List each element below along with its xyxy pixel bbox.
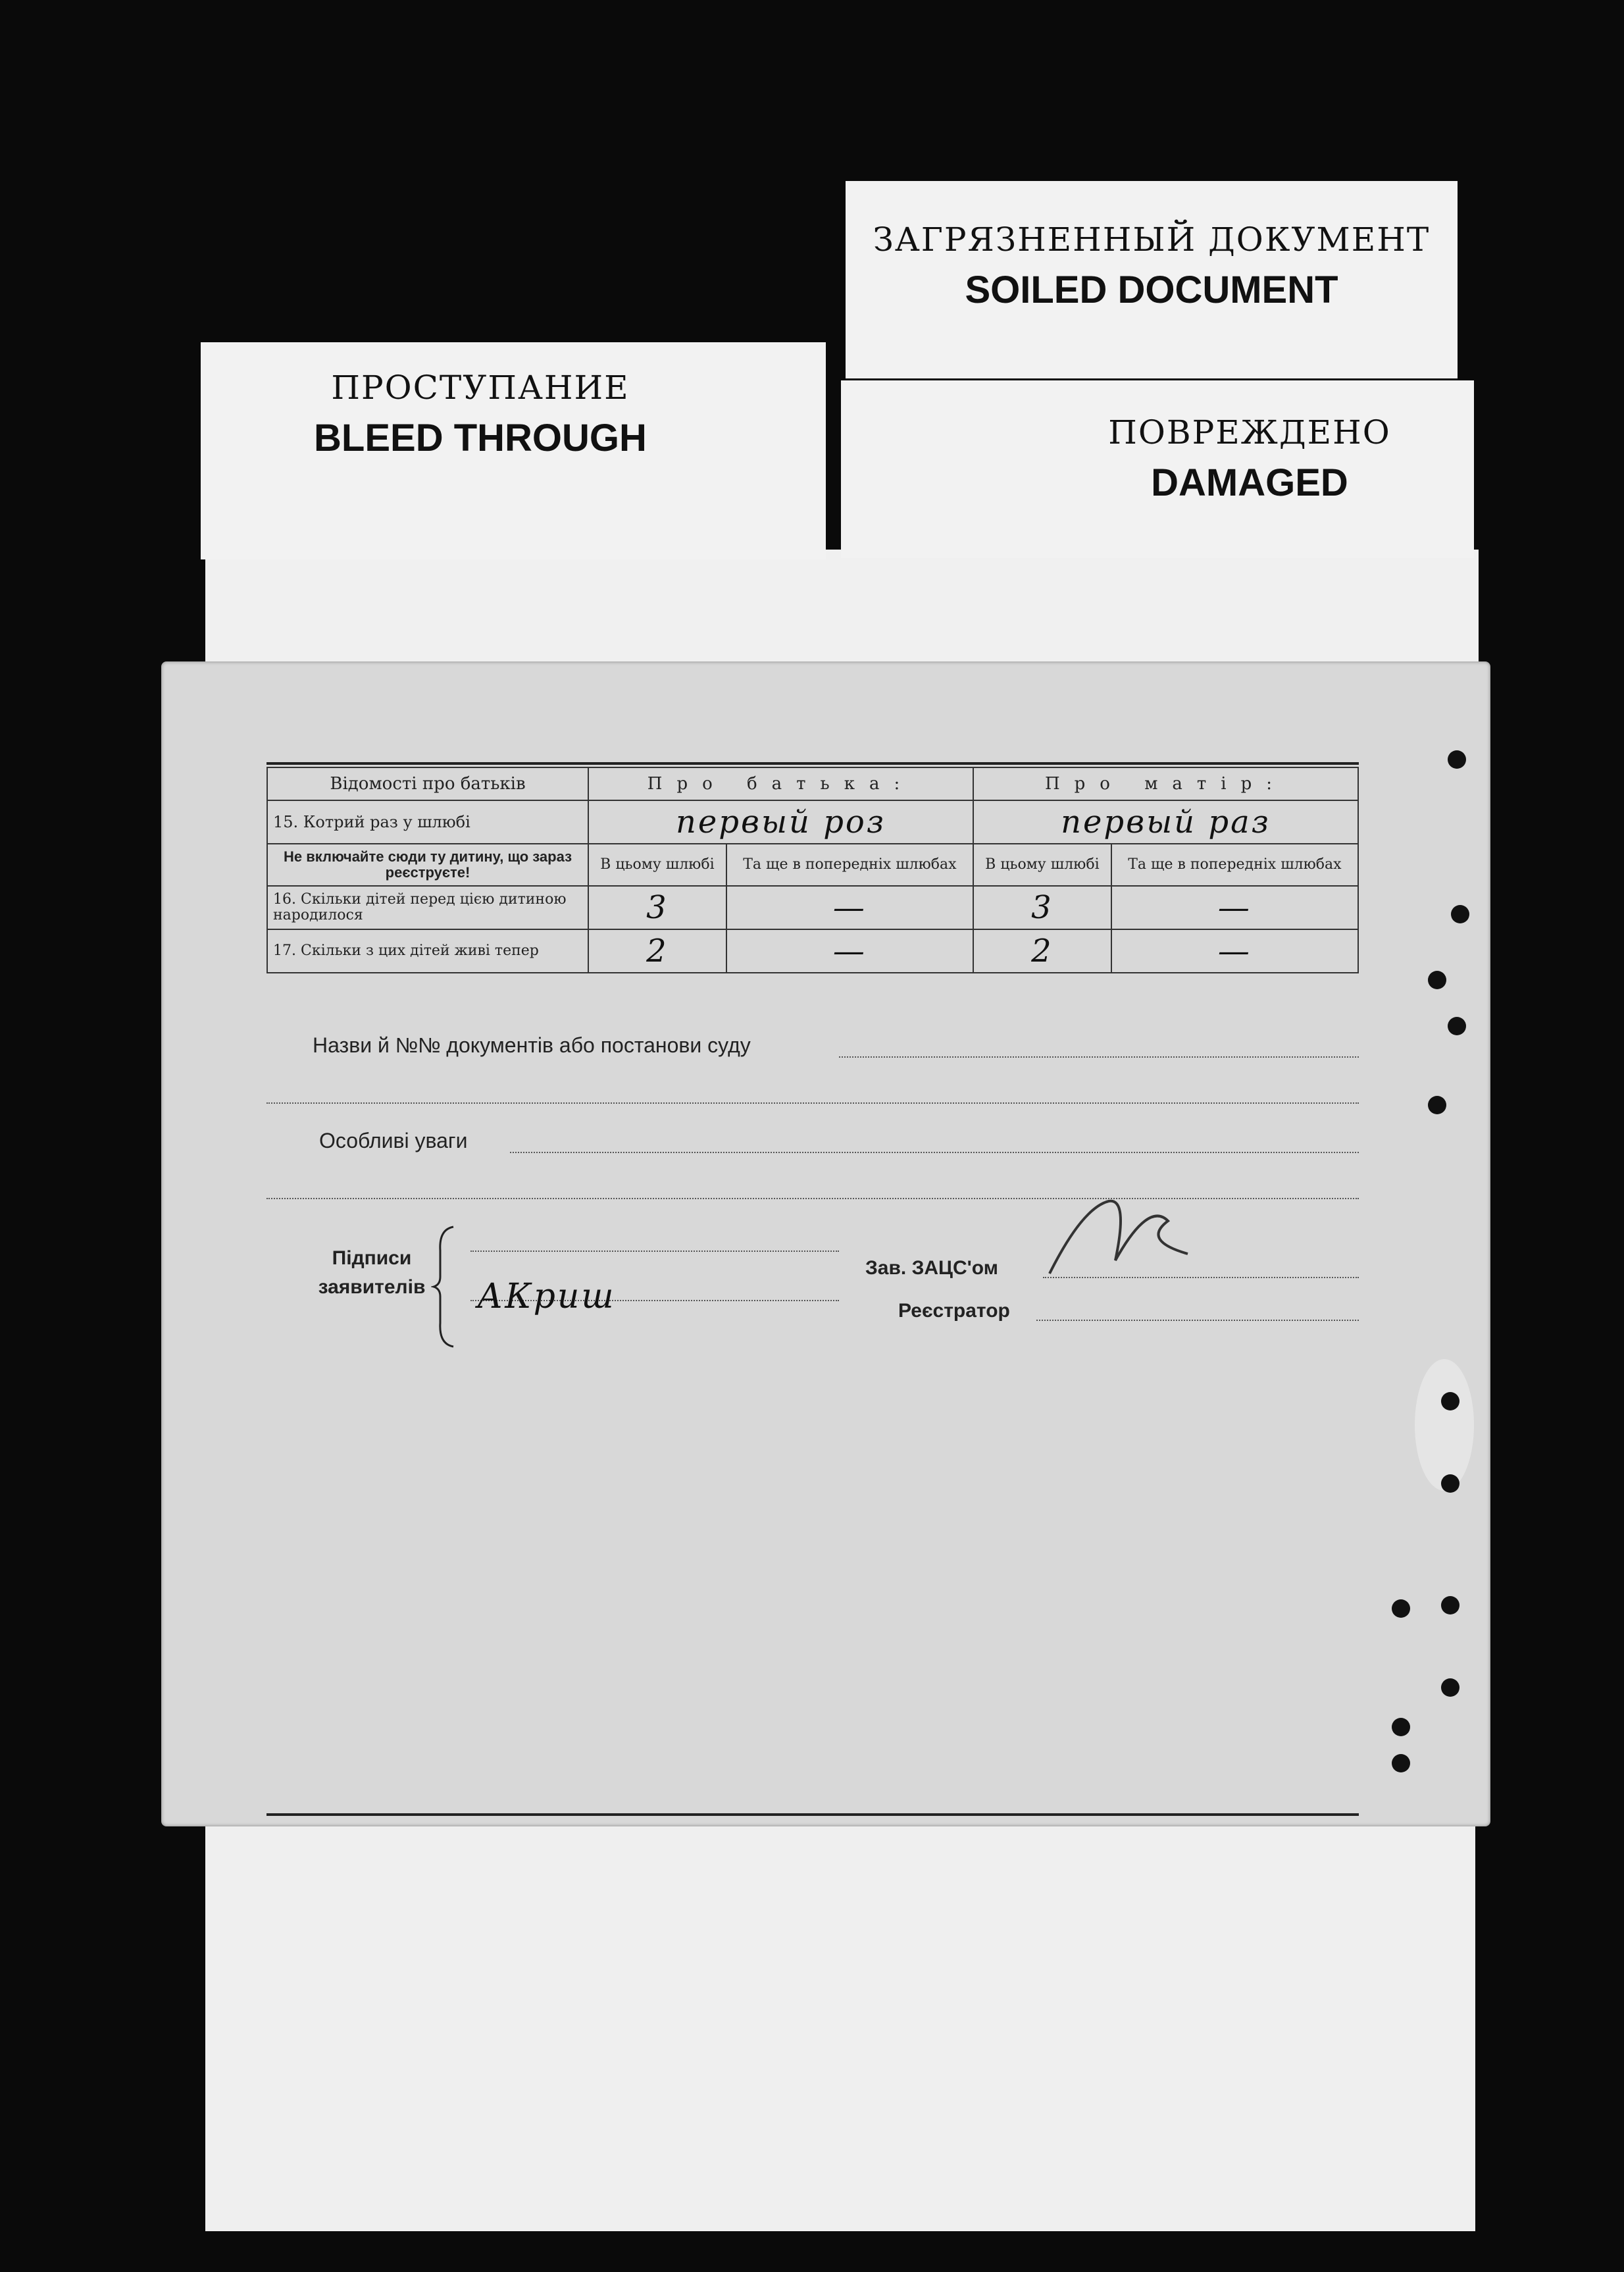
- header-mother: Про матір:: [973, 767, 1358, 800]
- subheader-father-prev: Та ще в попередніх шлюбах: [726, 844, 973, 886]
- row17-father-prev-cell: [726, 929, 973, 973]
- signatures-label-line1: Підписи: [332, 1247, 412, 1269]
- binding-hole: [1448, 750, 1466, 769]
- registrar-label: Реєстратор: [898, 1300, 1010, 1322]
- subheader-father-this: В цьому шлюбі: [588, 844, 726, 886]
- bleed-card-en: BLEED THROUGH: [314, 417, 647, 459]
- soiled-document-card: [846, 181, 1458, 378]
- row17-father-this-cell: [588, 929, 726, 973]
- documents-line-2: [266, 1102, 1359, 1104]
- head-label: Зав. ЗАЦС'ом: [865, 1257, 998, 1279]
- row16-father-prev-cell: [726, 886, 973, 929]
- row16-mother-this-cell: [973, 886, 1111, 929]
- row16-father-prev: —: [832, 889, 867, 926]
- bleed-card-ru: ПРОСТУПАНИЕ: [331, 369, 630, 407]
- signature-brace: [431, 1224, 457, 1349]
- subheader-note: Не включайте сюди ту дитину, що зараз реєструєте!: [267, 844, 588, 886]
- header-father: Про батька:: [588, 767, 973, 800]
- binding-hole: [1441, 1678, 1459, 1697]
- row16-father-this: 3: [646, 889, 669, 926]
- top-rule: [266, 762, 1359, 765]
- row17-father-prev: —: [832, 933, 867, 969]
- bottom-rule: [266, 1813, 1359, 1816]
- bleed-through-card: [201, 342, 826, 559]
- row15-mother-value: первый раз: [1061, 804, 1271, 840]
- applicant-signature: АКриш: [477, 1277, 616, 1316]
- row15-mother-cell: [973, 800, 1358, 844]
- damaged-card: [841, 380, 1474, 558]
- row16-label: 16. Скільки дітей перед цією дитиною народилося: [267, 886, 588, 929]
- table-row-15: [267, 800, 1358, 844]
- damaged-card-en: DAMAGED: [1151, 461, 1348, 504]
- table-subheader-row: [267, 844, 1358, 886]
- table-header-row: [267, 767, 1358, 800]
- row17-mother-this-cell: [973, 929, 1111, 973]
- signatures-label-line2: заявителів: [318, 1276, 426, 1298]
- subheader-mother-prev: Та ще в попередніх шлюбах: [1111, 844, 1358, 886]
- row17-mother-this: 2: [1031, 933, 1053, 969]
- stain: [1415, 1359, 1474, 1491]
- header-parents-info: Відомості про батьків: [267, 767, 588, 800]
- notes-label: Особливі уваги: [319, 1129, 468, 1152]
- row16-mother-prev: —: [1217, 889, 1252, 926]
- row17-label: 17. Скільки з цих дітей живі тепер: [267, 929, 588, 973]
- binding-hole: [1451, 905, 1469, 923]
- row15-label: 15. Котрий раз у шлюбі: [267, 800, 588, 844]
- soiled-card-ru: ЗАГРЯЗНЕННЫЙ ДОКУМЕНТ: [873, 220, 1431, 259]
- binding-hole: [1428, 1096, 1446, 1114]
- parents-info-table: [266, 767, 1359, 973]
- row16-mother-prev-cell: [1111, 886, 1358, 929]
- binding-hole: [1441, 1392, 1459, 1410]
- row17-mother-prev-cell: [1111, 929, 1358, 973]
- notes-line-1: [510, 1152, 1359, 1153]
- documents-line-1: [839, 1056, 1359, 1058]
- registrar-line: [1036, 1320, 1359, 1321]
- binding-hole: [1392, 1599, 1410, 1618]
- subheader-mother-this: В цьому шлюбі: [973, 844, 1111, 886]
- table-row-16: [267, 886, 1358, 929]
- binding-hole: [1448, 1017, 1466, 1035]
- documents-label: Назви й №№ документів або постанови суду: [313, 1033, 751, 1057]
- binding-hole: [1392, 1718, 1410, 1736]
- row17-mother-prev: —: [1217, 933, 1252, 969]
- binding-hole: [1392, 1754, 1410, 1772]
- binding-hole: [1441, 1474, 1459, 1493]
- signatures-label: [306, 1244, 438, 1302]
- row17-father-this: 2: [646, 933, 669, 969]
- row15-father-cell: [588, 800, 973, 844]
- damaged-card-ru: ПОВРЕЖДЕНО: [1108, 413, 1391, 452]
- binding-hole: [1428, 971, 1446, 989]
- record-form-sheet: [161, 661, 1490, 1826]
- row16-father-this-cell: [588, 886, 726, 929]
- back-sheet-lower: [205, 1790, 1475, 2231]
- table-row-17: [267, 929, 1358, 973]
- soiled-card-en: SOILED DOCUMENT: [965, 269, 1338, 311]
- head-signature-mark: [1036, 1181, 1207, 1287]
- row16-mother-this: 3: [1031, 889, 1053, 926]
- row15-father-value: первый роз: [675, 804, 886, 840]
- signature-line-1: [470, 1251, 839, 1252]
- binding-hole: [1441, 1596, 1459, 1614]
